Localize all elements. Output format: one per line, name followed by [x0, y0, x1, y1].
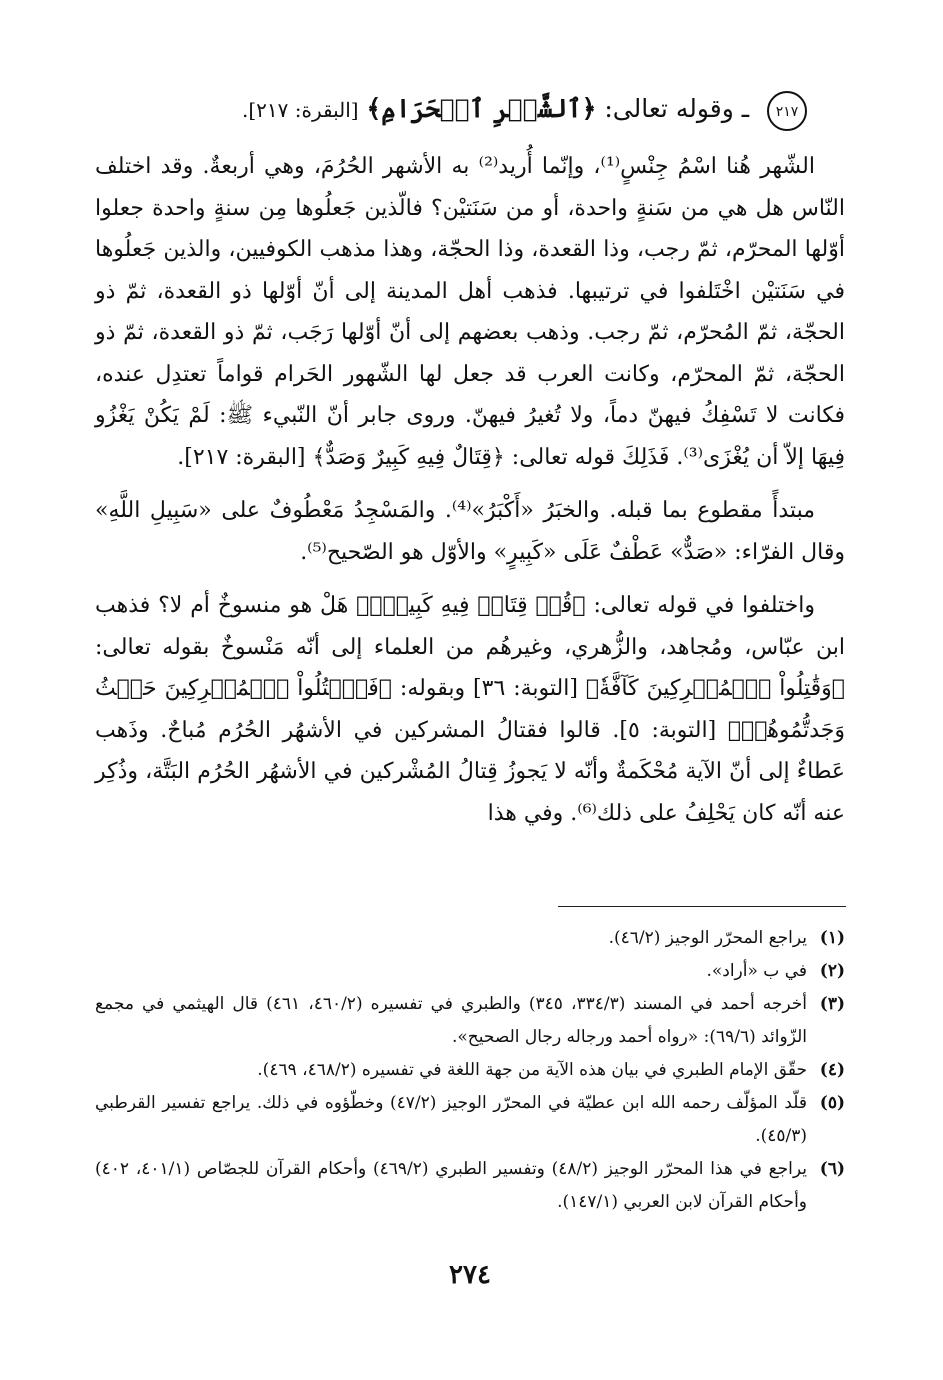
- verse-number-medallion: ٢١٧: [767, 91, 807, 131]
- footnote-text: يراجع المحرّر الوجيز (٤٦/٢).: [608, 928, 807, 948]
- footnote: [95, 922, 845, 955]
- footnote-text: يراجع في هذا المحرّر الوجيز (٤٨/٢) وتفسير الطبري (٤٦٩/٢) وأحكام القرآن للجصّاص (٤٠١/١، ٤٠٢) وأحكام القرآن لابن العربي (١٤٧/١).: [95, 1159, 808, 1212]
- footnote-number: (٢): [819, 961, 845, 981]
- heading-prefix: ـ وقوله تعالى:: [596, 94, 750, 123]
- quran-quote: ﴿ٱلشَّهۡرِ ٱلۡحَرَامِ﴾: [366, 94, 597, 123]
- footnote-text: قلّد المؤلّف رحمه الله ابن عطيّة في المحرّر الوجيز (٤٧/٢) وخطّؤوه في ذلك. يراجع تفسير القرطبي (٤٥/٣).: [95, 1093, 807, 1146]
- surah-reference: [البقرة: ٢١٧].: [241, 98, 359, 122]
- footnote-text: في ب «أراد».: [706, 961, 807, 981]
- footnote-number: (٥): [819, 1093, 845, 1113]
- footnote-number: (٤): [819, 1060, 845, 1080]
- footnote: [95, 1153, 845, 1219]
- footnote: [95, 1054, 845, 1087]
- footnote-number: (٣): [819, 994, 845, 1014]
- footnote: [95, 1087, 845, 1153]
- footnote-number: (٦): [819, 1159, 845, 1179]
- commentary-text: [95, 146, 845, 834]
- footnote: [95, 988, 845, 1054]
- footnote-number: (١): [819, 928, 845, 948]
- paragraph: مبتدأً مقطوع بما قبله. والخبَرُ «أَكْبَرُ»⁽⁴⁾. والمَسْجِدُ مَعْطُوفٌ على «سَبِيلِ اللَّهِ» وقال الفرّاء: «صَدٌّ» عَطْفٌ عَلَى «كَبِيرٍ» والأوّل هو الصّحيح⁽⁵⁾.: [95, 498, 845, 565]
- paragraph: واختلفوا في قوله تعالى: ﴿قُلۡ قِتَالٞ فِيهِ كَبِيرٞۚ﴾ هَلْ هو منسوخٌ أم لا؟ فذهب ابن عبّاس، ومُجاهد، والزُّهري، وغيرهُم من العلماء إلى أنّه مَنْسوخٌ بقوله تعالى: ﴿وَقَٰتِلُواْ ٱلۡمُشۡرِكِينَ كَآفَّةٗ﴾ [التوبة: ٣٦] وبقوله: ﴿فَٱقۡتُلُواْ ٱلۡمُشۡرِكِينَ حَيۡثُ وَجَدتُّمُوهُمۡ﴾ [التوبة: ٥]. قالوا فقتالُ المشركين في الأشهُر الحُرُم مُباحٌ. وذَهب عَطاءٌ إلى أنّ الآية مُحْكَمةٌ وأنّه لا يَجوزُ قِتالُ المُشْركين في الأشهُر الحُرُم البَتَّة، وذُكِر عنه أنّه كان يَحْلِفُ على ذلك⁽⁶⁾. وفي هذا: [95, 593, 846, 826]
- footnote: [95, 955, 845, 988]
- footnote-divider: [558, 906, 846, 907]
- paragraph: الشّهر هُنا اسْمُ جِنْسٍ⁽¹⁾، وإنّما أُريد⁽²⁾ به الأشهر الحُرُمَ، وهي أربعةٌ. وقد اختلف النّاس هل هي من سَنةٍ واحدة، أو من سَنَتيْن؟ فالّذين جَعلُوها مِن سنةٍ واحدة جعلوا أوّلها المحرّم، ثمّ رجب، وذا القعدة، وذا الحجّة، وهذا مذهب الكوفيين، والذين جَعلُوها في سَنَتيْن اخْتَلفوا في ترتيبها. فذهب أهل المدينة إلى أنّ أوّلها ذو القعدة، ثمّ ذو الحجّة، ثمّ المُحرّم، ثمّ رجب. وذهب بعضهم إلى أنّ أوّلها رَجَب، ثمّ ذو القعدة، ثمّ ذو الحجّة، ثمّ المحرّم، وكانت العرب قد جعل لها الشّهور الحَرام قواماً تعتدِل عنده، فكانت لا تَسْفِكُ فيهنّ دماً، ولا تُغيرُ فيهنّ. وروى جابر أنّ النّبيء ﷺ: لَمْ يَكُنْ يَغْزُو فِيهَا إلاّ أن يُغْزَى⁽³⁾. فَذَلِكَ قوله تعالى: ﴿قِتَالٌ فِيهِ كَبِيرٌ وَصَدٌّ﴾ [البقرة: ٢١٧].: [95, 154, 845, 470]
- verse-heading: [117, 84, 807, 134]
- footnote-text: حقّق الإمام الطبري في بيان هذه الآية من جهة اللغة في تفسيره (٤٦٨/٢، ٤٦٩).: [257, 1060, 807, 1080]
- page-number: ٢٧٤: [449, 1260, 491, 1290]
- footnote-text: أخرجه أحمد في المسند (٣٣٤/٣، ٣٤٥) والطبري في تفسيره (٤٦٠/٢، ٤٦١) قال الهيثمي في مجمع الزّوائد (٦٩/٦): «رواه أحمد ورجاله رجال الصحيح».: [95, 994, 808, 1047]
- footnotes: [95, 922, 845, 1219]
